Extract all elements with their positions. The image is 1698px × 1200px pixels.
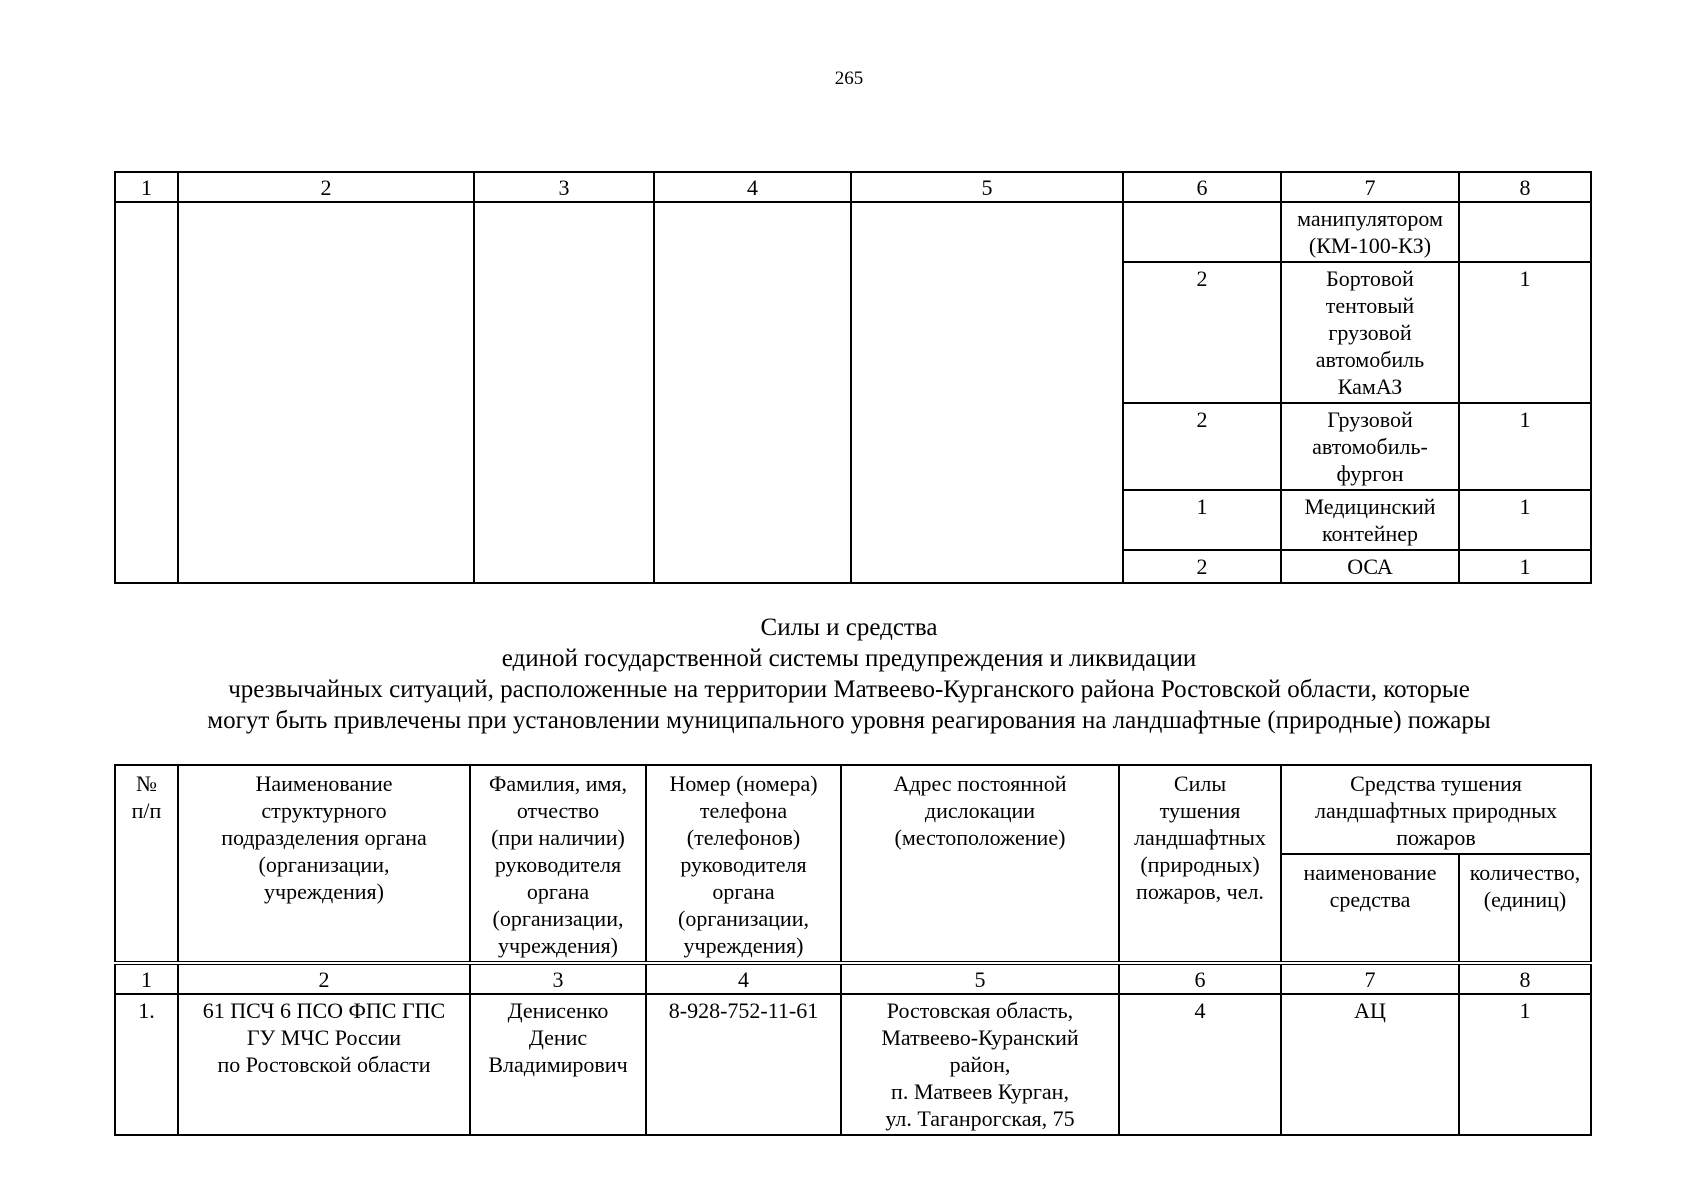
unit-name-cell: 61 ПСЧ 6 ПСО ФПС ГПС ГУ МЧС России по Ростовской области: [178, 994, 470, 1135]
column-number: 3: [474, 172, 654, 202]
vehicle-name-cell: ОСА: [1281, 550, 1459, 583]
empty-cell: [115, 202, 178, 583]
column-number: 8: [1459, 963, 1591, 994]
header-phone: Номер (номера) телефона (телефонов) руководителя органа (организации, учреждения): [646, 765, 841, 963]
empty-cell: [851, 202, 1123, 583]
column-number: 1: [115, 172, 178, 202]
empty-cell: [474, 202, 654, 583]
title-line: Силы и средства: [760, 614, 938, 641]
phone-cell: 8-928-752-11-61: [646, 994, 841, 1135]
title-line: могут быть привлечены при установлении муниципального уровня реагирования на ландшафтные (природные) пожары: [207, 707, 1491, 734]
header-row: [115, 765, 1591, 854]
count-cell: 1: [1459, 490, 1591, 550]
count-cell: 1: [1459, 403, 1591, 490]
forces-and-means-table: [114, 764, 1592, 1136]
table-row: [115, 994, 1591, 1135]
quantity-cell: 2: [1123, 403, 1281, 490]
quantity-cell: 2: [1123, 550, 1281, 583]
column-number: 4: [646, 963, 841, 994]
head-name-cell: Денисенко Денис Владимирович: [470, 994, 646, 1135]
header-unit-name: Наименование структурного подразделения органа (организации, учреждения): [178, 765, 470, 963]
column-number: 2: [178, 963, 470, 994]
header-means-count: количество, (единиц): [1459, 854, 1591, 963]
vehicle-name-cell: Грузовой автомобиль- фургон: [1281, 403, 1459, 490]
header-number: № п/п: [115, 765, 178, 963]
quantity-cell: 1: [1123, 490, 1281, 550]
column-number: 6: [1119, 963, 1281, 994]
header-head-name: Фамилия, имя, отчество (при наличии) руководителя органа (организации, учреждения): [470, 765, 646, 963]
quantity-cell: 2: [1123, 262, 1281, 403]
continuation-table: [114, 171, 1592, 584]
column-number: 7: [1281, 963, 1459, 994]
section-title: [60, 612, 1638, 736]
address-cell: Ростовская область, Матвеево-Куранский район, п. Матвеев Курган, ул. Таганрогская, 75: [841, 994, 1119, 1135]
header-forces: Силы тушения ландшафтных (природных) пожаров, чел.: [1119, 765, 1281, 963]
page-number: 265: [834, 68, 864, 89]
count-cell: [1459, 202, 1591, 262]
column-number: 7: [1281, 172, 1459, 202]
column-number: 4: [654, 172, 851, 202]
header-means-name: наименование средства: [1281, 854, 1459, 963]
column-number: 8: [1459, 172, 1591, 202]
column-number: 5: [851, 172, 1123, 202]
column-number: 5: [841, 963, 1119, 994]
empty-cell: [654, 202, 851, 583]
means-count-cell: 1: [1459, 994, 1591, 1135]
vehicle-name-cell: Бортовой тентовый грузовой автомобиль КамАЗ: [1281, 262, 1459, 403]
forces-cell: 4: [1119, 994, 1281, 1135]
column-number: 6: [1123, 172, 1281, 202]
column-number-row: [115, 172, 1591, 202]
count-cell: 1: [1459, 262, 1591, 403]
vehicle-name-cell: манипулятором (КМ-100-КЗ): [1281, 202, 1459, 262]
table-row: [115, 202, 1591, 262]
header-means-group: Средства тушения ландшафтных природных пожаров: [1281, 765, 1591, 854]
column-number-row: [115, 963, 1591, 994]
quantity-cell: [1123, 202, 1281, 262]
column-number: 3: [470, 963, 646, 994]
means-name-cell: АЦ: [1281, 994, 1459, 1135]
vehicle-name-cell: Медицинский контейнер: [1281, 490, 1459, 550]
column-number: 1: [115, 963, 178, 994]
title-line: единой государственной системы предупреждения и ликвидации: [501, 645, 1197, 672]
row-number-cell: 1.: [115, 994, 178, 1135]
empty-cell: [178, 202, 474, 583]
title-line: чрезвычайных ситуаций, расположенные на территории Матвеево-Курганского района Ростовской области, которые: [228, 676, 1470, 703]
column-number: 2: [178, 172, 474, 202]
header-address: Адрес постоянной дислокации (местоположение): [841, 765, 1119, 963]
count-cell: 1: [1459, 550, 1591, 583]
